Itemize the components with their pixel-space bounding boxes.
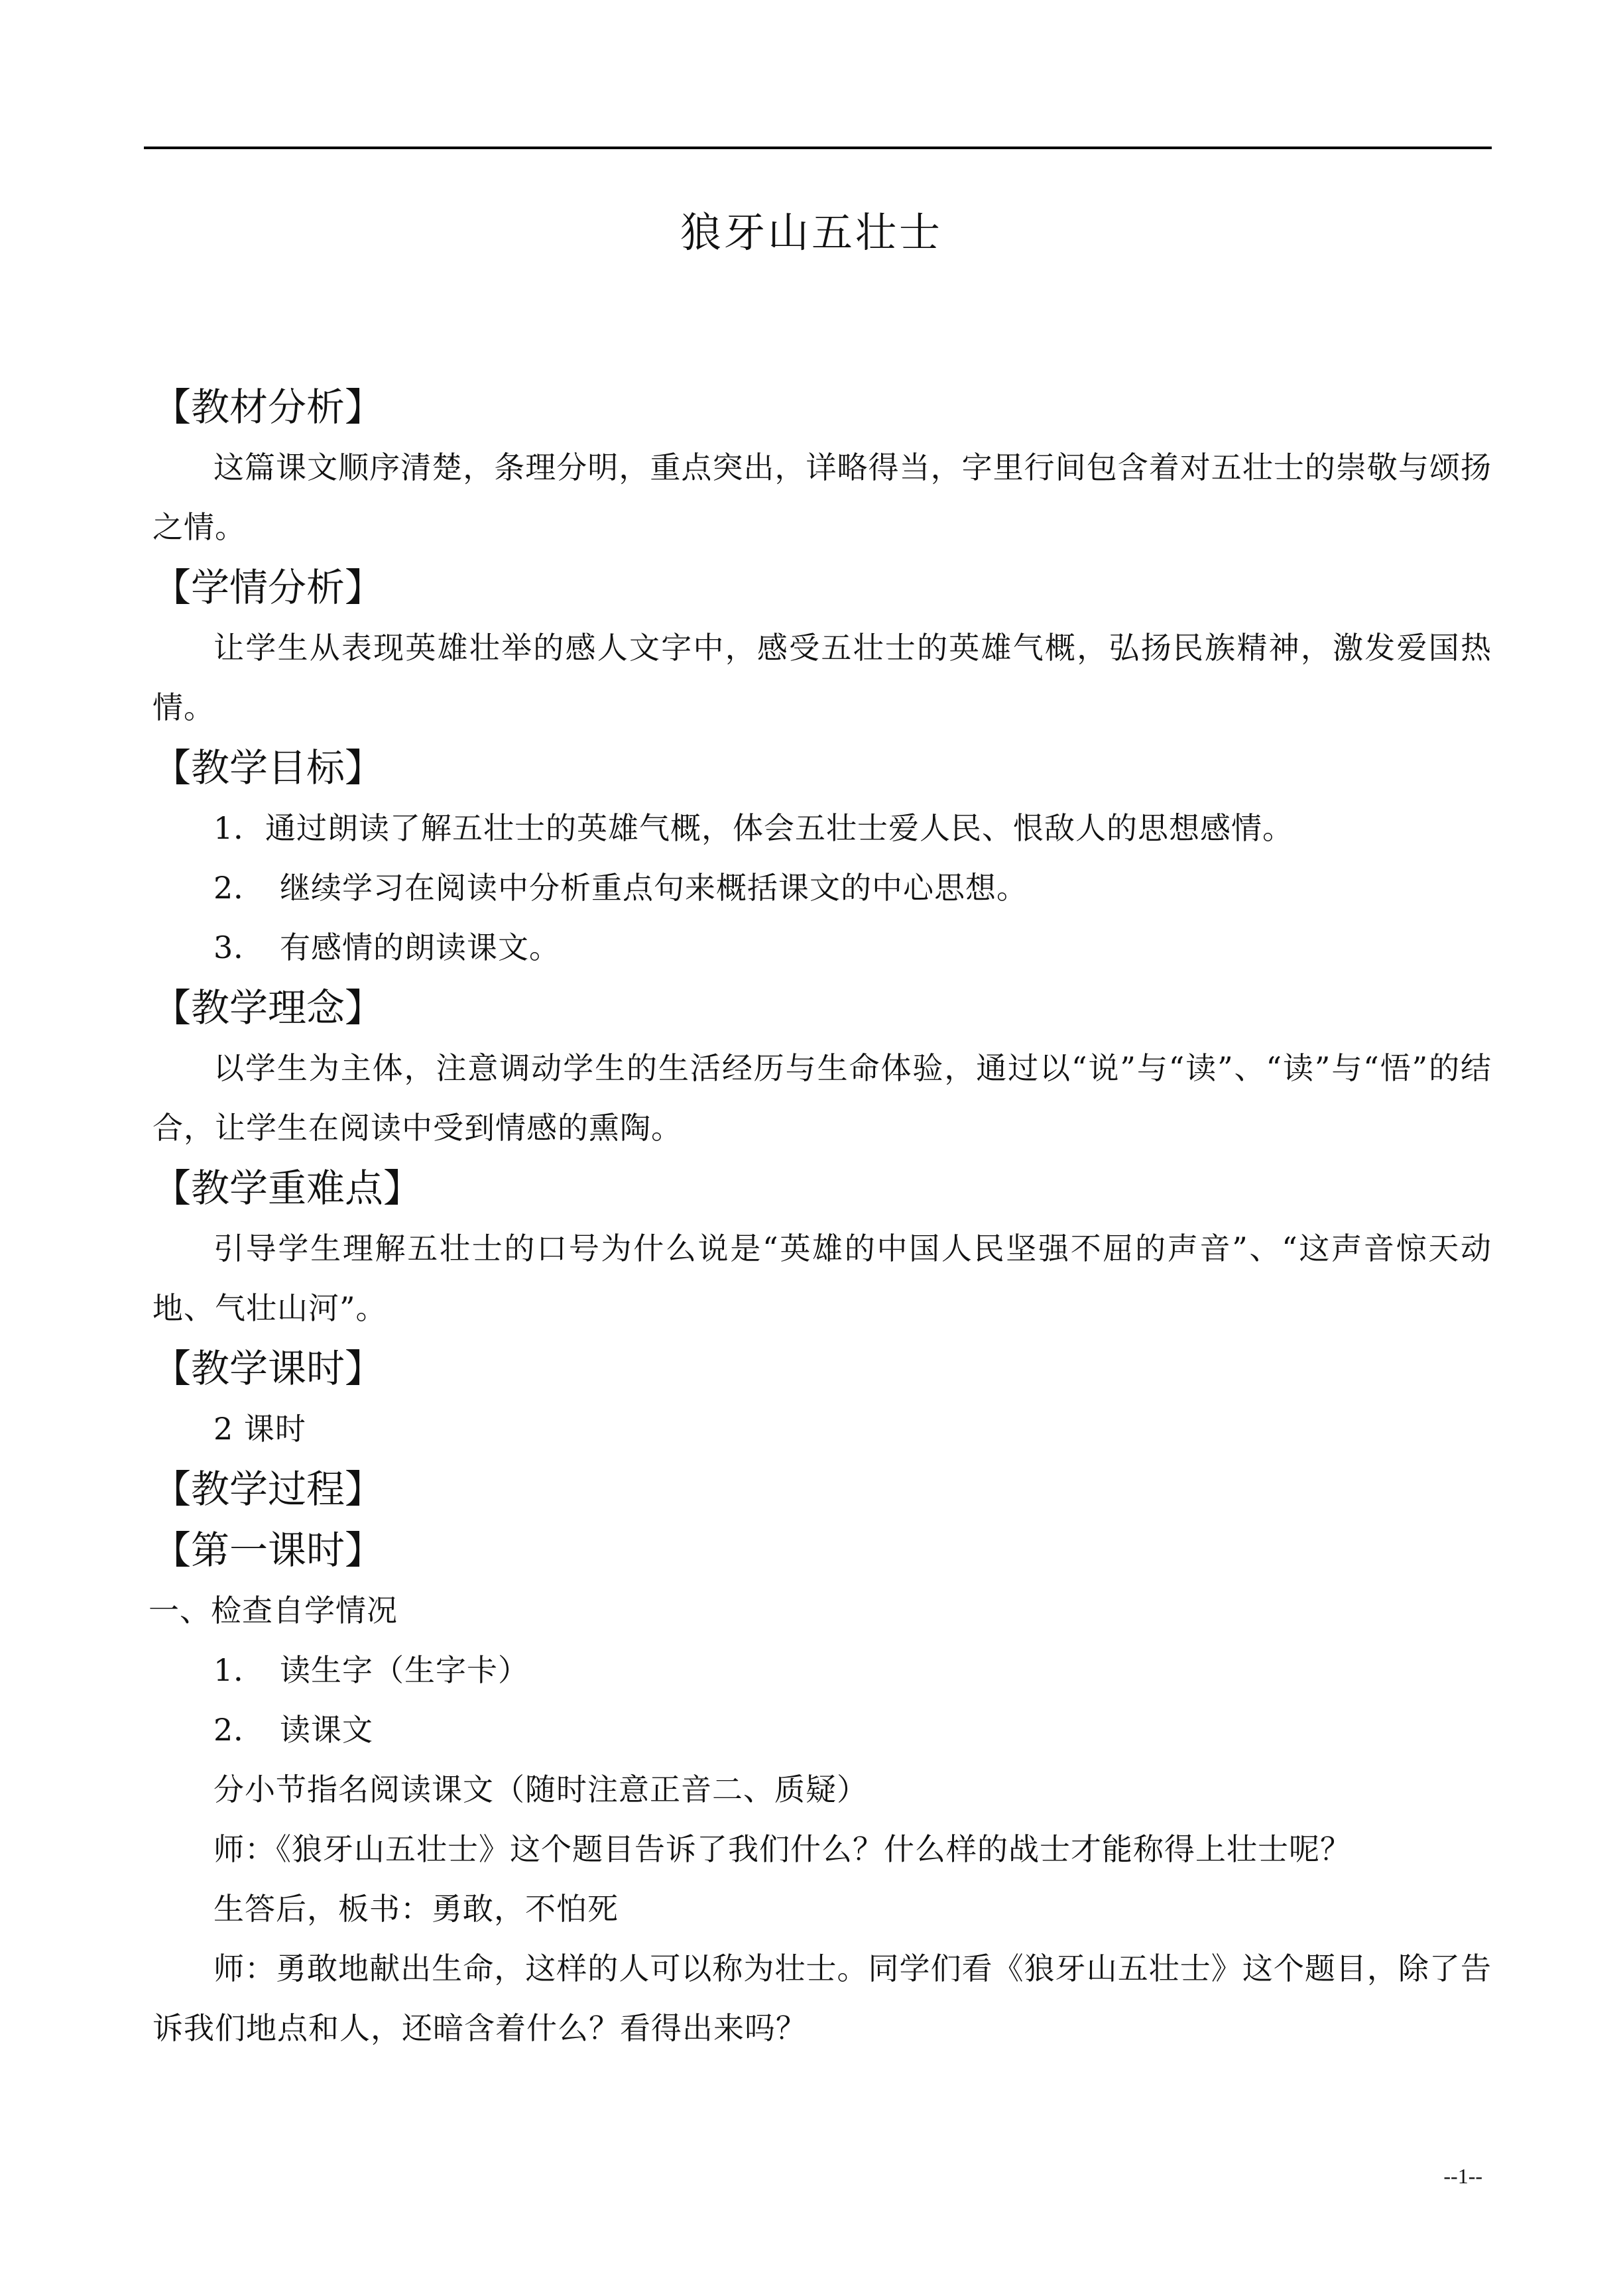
document-body (149, 377, 1492, 2058)
heading-teaching-process: 【教学过程】 (152, 1467, 384, 1512)
step-item (152, 1640, 1492, 1700)
heading-class-hours: 【教学课时】 (152, 1346, 384, 1391)
goal-text: 有感情的朗读课文。 (280, 930, 560, 965)
step-item (152, 1700, 1492, 1760)
goal-item (152, 858, 1492, 918)
step-number: 2． (213, 1712, 265, 1748)
step-text: 读课文 (280, 1712, 373, 1748)
page-number: --1-- (1443, 2164, 1482, 2188)
material-analysis-text: 这篇课文顺序清楚，条理分明，重点突出，详略得当，字里行间包含着对五壮士的崇敬与颂扬之情。 (152, 450, 1492, 545)
goal-text: 通过朗读了解五壮士的英雄气概，体会五壮士爱人民、恨敌人的思想感情。 (265, 810, 1293, 846)
goal-text: 继续学习在阅读中分析重点句来概括课文的中心思想。 (280, 870, 1028, 906)
heading-teaching-philosophy: 【教学理念】 (152, 985, 384, 1030)
teaching-philosophy-text: 以学生为主体，注意调动学生的生活经历与生命体验，通过以“说”与“读”、“读”与“悟”的结合，让学生在阅读中受到情感的熏陶。 (152, 1050, 1492, 1146)
lesson-paragraph: 分小节指名阅读课文（随时注意正音二、质疑） (213, 1772, 868, 1807)
lesson-paragraph: 生答后，板书：勇敢，不怕死 (213, 1891, 619, 1927)
step-number: 1． (213, 1652, 265, 1688)
goal-number: 2． (213, 870, 265, 906)
lesson-paragraph: 师：《狼牙山五壮士》这个题目告诉了我们什么？什么样的战士才能称得上壮士呢？ (213, 1831, 1351, 1867)
class-hours-text: 2 课时 (213, 1411, 306, 1447)
step-text: 读生字（生字卡） (280, 1652, 529, 1688)
heading-teaching-goals: 【教学目标】 (152, 745, 384, 790)
heading-material-analysis: 【教材分析】 (152, 385, 384, 430)
heading-key-difficulties: 【教学重难点】 (152, 1166, 422, 1211)
goal-number: 3． (213, 930, 265, 965)
goal-number: 1． (213, 810, 265, 846)
heading-learner-analysis: 【学情分析】 (152, 565, 384, 610)
key-difficulties-text: 引导学生理解五壮士的口号为什么说是“英雄的中国人民坚强不屈的声音”、“这声音惊天动地、气壮山河”。 (152, 1231, 1492, 1326)
lesson-paragraph: 师：勇敢地献出生命，这样的人可以称为壮士。同学们看《狼牙山五壮士》这个题目，除了告诉我们地点和人，还暗含着什么？看得出来吗？ (152, 1951, 1492, 2046)
learner-analysis-text: 让学生从表现英雄壮举的感人文字中，感受五壮士的英雄气概，弘扬民族精神，激发爱国热情。 (152, 630, 1492, 725)
header-rule (144, 147, 1492, 149)
part-one-title: 一、检查自学情况 (149, 1593, 398, 1628)
heading-first-lesson: 【第一课时】 (152, 1528, 384, 1573)
page-title: 狼牙山五壮士 (680, 208, 943, 257)
goal-item (152, 918, 1492, 977)
goal-item (152, 798, 1492, 858)
